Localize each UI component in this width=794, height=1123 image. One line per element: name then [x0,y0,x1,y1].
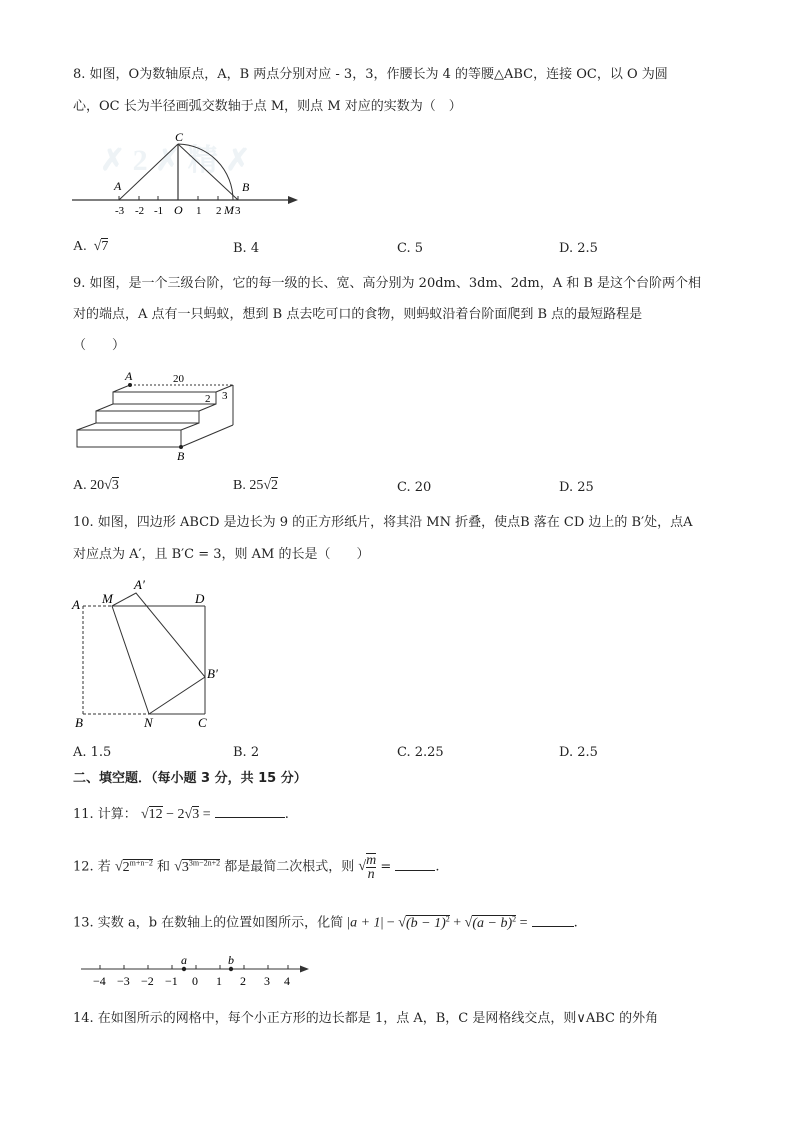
axis-tick: −2 [141,974,154,988]
axis-tick: 3 [264,974,270,988]
q8-tick: 1 [196,205,202,217]
axis-tick: 0 [192,974,198,988]
q10-label-N: N [144,715,153,730]
q10-option-d: D. 2.5 [559,745,598,760]
q8-tick: -1 [154,205,164,217]
q8-option-d: D. 2.5 [559,241,598,256]
q8-option-c: C. 5 [397,241,424,256]
q10-line2: 对应点为 A′，且 B′C = 3，则 AM 的长是（ ） [73,547,370,562]
q8-tick: -3 [115,205,125,217]
q9-label-width: 3 [222,390,228,402]
q9-staircase-figure [70,367,245,464]
q13-number-line [78,950,313,990]
q10-label-Bprime: B′ [207,666,218,681]
axis-tick: 1 [216,974,222,988]
answer-blank [215,805,285,818]
q9-option-a: A. 20√3 [73,478,119,493]
watermark-logo: ✗ 2 ✗ 精 ✗ [100,144,251,177]
q10-label-D: D [195,591,205,606]
q8-option-b: B. 4 [233,241,260,256]
q11: 11. 计算： √12 − 2√3 = . [73,807,289,822]
q9-option-c: C. 20 [397,480,432,495]
q8-tick: 2 [216,205,222,217]
q9-line2: 对的端点，A 点有一只蚂蚁，想到 B 点去吃可口的食物，则蚂蚁沿着台阶面爬到 B 点的最短路程是 [73,307,643,322]
q8-tick: 3 [235,205,241,217]
q8-line2: 心，OC 长为半径画弧交数轴于点 M，则点 M 对应的实数为（ ） [73,99,462,114]
q8-label-C: C [175,130,184,144]
q10-label-A: A [72,597,80,612]
q9-line3: （ ） [73,338,126,353]
q10-option-a: A. 1.5 [73,745,112,760]
q8-label-A: A [114,179,122,193]
q9-option-d: D. 25 [559,480,594,495]
q10-option-c: C. 2.25 [397,745,444,760]
q13-label-a: a [181,953,187,967]
q10-square-figure [70,574,230,736]
q8-figure [70,128,305,220]
axis-tick: −4 [93,974,106,988]
axis-tick: −1 [165,974,178,988]
q8-tick: -2 [135,205,145,217]
q10-label-Aprime: A′ [134,577,145,592]
q9-option-b: B. 25√2 [233,478,279,493]
q9-label-height: 2 [205,393,211,405]
q9-line1: 9. 如图，是一个三级台阶，它的每一级的长、宽、高分别为 20dm、3dm、2dm，A 和 B 是这个台阶两个相 [73,276,702,291]
q10-label-M: M [102,591,113,606]
q9-label-length: 20 [173,373,184,385]
q14-line1: 14. 在如图所示的网格中，每个小正方形的边长都是 1，点 A，B，C 是网格线交点，则∨ABC 的外角 [73,1011,659,1026]
answer-blank [395,858,435,871]
q13: 13. 实数 a，b 在数轴上的位置如图所示，化简 $|a + 1| - √(b - 1)^2 + √(a - b)^2$ = . [73,914,578,931]
section-heading: 二、填空题．（每小题 3 分，共 15 分） [73,771,307,786]
q8-label-M: M [224,203,234,217]
q8-label-O: O [174,203,183,217]
axis-tick: 2 [240,974,246,988]
q10-label-C: C [198,715,207,730]
q8-option-a: A. √7 [73,239,109,254]
q13-label-b: b [228,953,234,967]
answer-blank [532,914,574,927]
q9-label-B: B [177,449,185,463]
q10-option-b: B. 2 [233,745,260,760]
q8-line1: 8. 如图，O为数轴原点，A，B 两点分别对应 - 3，3，作腰长为 4 的等腰△ABC，连接 OC，以 O 为圆 [73,67,668,82]
q10-label-B: B [75,715,83,730]
axis-tick: 4 [284,974,290,988]
q8-label-B: B [242,180,250,194]
axis-tick: −3 [117,974,130,988]
q9-label-A: A [125,369,133,383]
q12: 12. 若 $√2^{m+n-2}$ 和 $√3^{3m-2n+2}$ 都是最简二次根式，则 √ $\frac{m}{n}$ = . [73,853,440,882]
q10-line1: 10. 如图，四边形 ABCD 是边长为 9 的正方形纸片，将其沿 MN 折叠，使点B 落在 CD 边上的 B′处，点A [73,515,693,530]
